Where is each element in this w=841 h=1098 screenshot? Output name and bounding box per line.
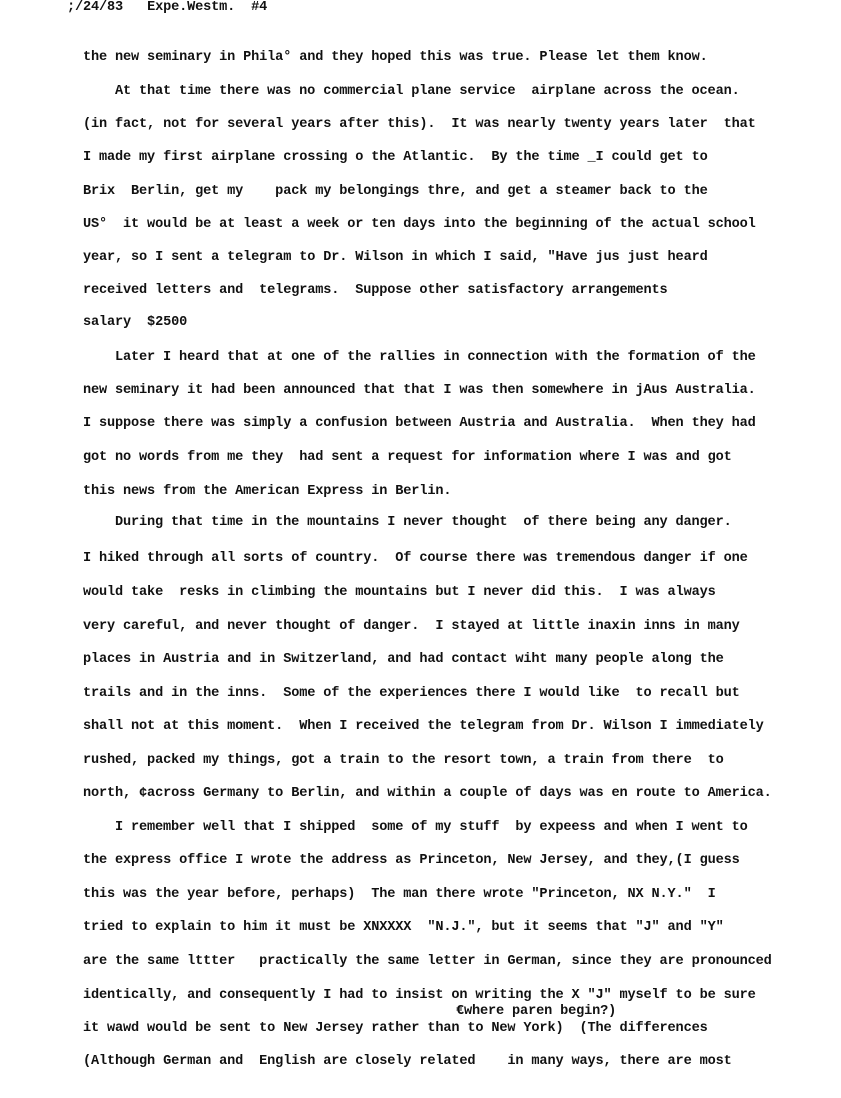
- text-line-18: very careful, and never thought of danger. I stayed at little inaxin inns in many: [83, 619, 740, 634]
- interlinear-note: €where paren begin?): [456, 1004, 617, 1019]
- text-line-6: US° it would be at least a week or ten days into the beginning of the actual school: [83, 217, 756, 232]
- text-line-10: Later I heard that at one of the rallies in connection with the formation of the: [115, 350, 756, 365]
- text-line-1: the new seminary in Phila° and they hoped this was true. Please let them know.: [83, 50, 708, 65]
- text-line-4: I made my first airplane crossing o the Atlantic. By the time _I could get to: [83, 150, 708, 165]
- text-line-19: places in Austria and in Switzerland, and had contact wiht many people along the: [83, 652, 724, 667]
- text-line-11: new seminary it had been announced that that I was then somewhere in jAus Australia.: [83, 383, 756, 398]
- text-line-16: I hiked through all sorts of country. Of course there was tremendous danger if one: [83, 551, 748, 566]
- text-line-3: (in fact, not for several years after this). It was nearly twenty years later that: [83, 117, 756, 132]
- text-line-25: the express office I wrote the address as Princeton, New Jersey, and they,(I guess: [83, 853, 740, 868]
- text-line-2: At that time there was no commercial plane service airplane across the ocean.: [115, 84, 740, 99]
- text-line-28: are the same lttter practically the same letter in German, since they are pronounced: [83, 954, 772, 969]
- text-line-15: During that time in the mountains I never thought of there being any danger.: [115, 515, 732, 530]
- text-line-26: this was the year before, perhaps) The man there wrote "Princeton, NX N.Y." I: [83, 887, 716, 902]
- text-line-30: it wawd would be sent to New Jersey rather than to New York) (The differences: [83, 1021, 708, 1036]
- text-line-29: identically, and consequently I had to insist on writing the X "J" myself to be sure: [83, 988, 756, 1003]
- text-line-13: got no words from me they had sent a request for information where I was and got: [83, 450, 732, 465]
- handwritten-salary-note: salary $2500: [83, 315, 188, 330]
- text-line-7: year, so I sent a telegram to Dr. Wilson in which I said, "Have jus just heard: [83, 250, 708, 265]
- text-line-12: I suppose there was simply a confusion between Austria and Australia. When they had: [83, 416, 756, 431]
- text-line-27: tried to explain to him it must be XNXXXX "N.J.", but it seems that "J" and "Y": [83, 920, 724, 935]
- text-line-17: would take resks in climbing the mountains but I never did this. I was always: [83, 585, 716, 600]
- text-line-14: this news from the American Express in Berlin.: [83, 484, 452, 499]
- page-header: ;/24/83 Expe.Westm. #4: [67, 0, 268, 15]
- text-line-21: shall not at this moment. When I received the telegram from Dr. Wilson I immediately: [83, 719, 764, 734]
- text-line-23: north, ¢across Germany to Berlin, and within a couple of days was en route to America.: [83, 786, 772, 801]
- text-line-31: (Although German and English are closely related in many ways, there are most: [83, 1054, 732, 1069]
- text-line-24: I remember well that I shipped some of my stuff by expeess and when I went to: [115, 820, 748, 835]
- text-line-8: received letters and telegrams. Suppose other satisfactory arrangements: [83, 283, 668, 298]
- text-line-22: rushed, packed my things, got a train to the resort town, a train from there to: [83, 753, 724, 768]
- text-line-5: Brix Berlin, get my pack my belongings thre, and get a steamer back to the: [83, 184, 708, 199]
- text-line-20: trails and in the inns. Some of the experiences there I would like to recall but: [83, 686, 740, 701]
